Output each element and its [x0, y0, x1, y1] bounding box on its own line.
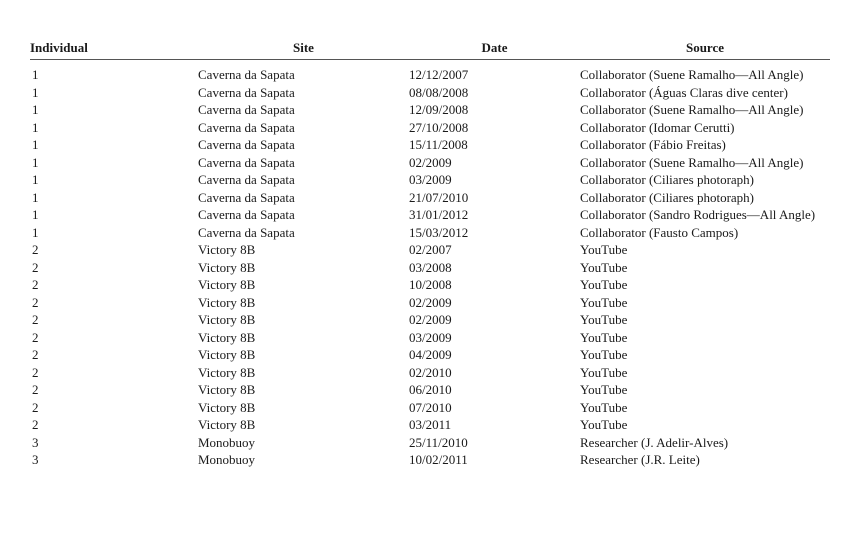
cell-individual: 2 [32, 312, 39, 327]
cell-source: YouTube [580, 329, 628, 345]
cell-individual: 1 [32, 224, 39, 240]
cell-date: 21/07/2010 [409, 189, 469, 205]
table-header [30, 36, 830, 60]
table-body [30, 60, 830, 469]
cell-date: 02/2009 [409, 312, 452, 327]
cell-source: Collaborator (Sandro Rodrigues—All Angle) [580, 207, 816, 222]
cell-date: 08/08/2008 [409, 84, 469, 100]
table-row [30, 329, 830, 347]
cell-individual: 1 [32, 207, 39, 222]
cell-date: 04/2009 [409, 347, 452, 362]
cell-date: 07/2010 [409, 399, 452, 415]
cell-date: 12/12/2007 [409, 67, 469, 82]
cell-source: Collaborator (Fábio Freitas) [580, 137, 726, 152]
cell-date: 15/11/2008 [409, 137, 468, 152]
table-row [30, 346, 830, 364]
cell-site: Victory 8B [198, 364, 256, 380]
cell-date: 02/2009 [409, 294, 452, 310]
header-source: Source [580, 36, 830, 60]
cell-individual: 2 [32, 277, 39, 292]
cell-source: YouTube [580, 277, 628, 292]
table-row [30, 119, 830, 137]
cell-individual: 2 [32, 329, 39, 345]
cell-site: Caverna da Sapata [198, 172, 295, 187]
cell-site: Caverna da Sapata [198, 154, 295, 170]
cell-date: 12/09/2008 [409, 102, 469, 117]
cell-source: Collaborator (Idomar Cerutti) [580, 119, 735, 135]
cell-date: 31/01/2012 [409, 207, 469, 222]
cell-date: 03/2009 [409, 172, 452, 187]
table-row [30, 311, 830, 329]
cell-individual: 2 [32, 399, 39, 415]
header-date: Date [409, 36, 580, 60]
cell-site: Caverna da Sapata [198, 189, 295, 205]
cell-source: YouTube [580, 259, 628, 275]
cell-site: Caverna da Sapata [198, 67, 295, 82]
cell-site: Caverna da Sapata [198, 224, 295, 240]
table-row [30, 171, 830, 189]
cell-source: Collaborator (Fausto Campos) [580, 224, 739, 240]
cell-individual: 1 [32, 84, 39, 100]
table-row [30, 381, 830, 399]
header-site: Site [198, 36, 409, 60]
cell-individual: 1 [32, 172, 39, 187]
cell-site: Caverna da Sapata [198, 84, 295, 100]
table-row [30, 154, 830, 172]
cell-individual: 3 [32, 452, 39, 467]
cell-individual: 2 [32, 364, 39, 380]
cell-individual: 2 [32, 259, 39, 275]
cell-individual: 2 [32, 417, 39, 432]
cell-source: Collaborator (Suene Ramalho—All Angle) [580, 154, 804, 170]
cell-site: Victory 8B [198, 417, 256, 432]
cell-site: Caverna da Sapata [198, 207, 295, 222]
cell-date: 02/2009 [409, 154, 452, 170]
cell-site: Caverna da Sapata [198, 137, 295, 152]
header-individual: Individual [30, 36, 198, 60]
table-row [30, 206, 830, 224]
table-row [30, 189, 830, 207]
cell-site: Victory 8B [198, 382, 256, 397]
cell-individual: 1 [32, 137, 39, 152]
cell-date: 03/2011 [409, 417, 452, 432]
cell-site: Victory 8B [198, 312, 256, 327]
cell-source: YouTube [580, 347, 628, 362]
table-row [30, 224, 830, 242]
cell-date: 10/02/2011 [409, 452, 468, 467]
cell-site: Monobuoy [198, 452, 256, 467]
cell-date: 25/11/2010 [409, 434, 468, 450]
cell-source: Collaborator (Suene Ramalho—All Angle) [580, 102, 804, 117]
table-row [30, 241, 830, 259]
cell-date: 03/2009 [409, 329, 452, 345]
cell-source: Collaborator (Ciliares photoraph) [580, 172, 755, 187]
cell-individual: 1 [32, 102, 39, 117]
cell-source: Collaborator (Suene Ramalho—All Angle) [580, 67, 804, 82]
cell-site: Caverna da Sapata [198, 119, 295, 135]
cell-site: Victory 8B [198, 347, 256, 362]
sightings-table-container [30, 36, 830, 469]
cell-date: 06/2010 [409, 382, 452, 397]
table-row [30, 399, 830, 417]
cell-individual: 3 [32, 434, 39, 450]
cell-site: Victory 8B [198, 242, 256, 257]
cell-site: Caverna da Sapata [198, 102, 295, 117]
cell-date: 10/2008 [409, 277, 452, 292]
cell-site: Victory 8B [198, 399, 256, 415]
cell-source: YouTube [580, 294, 628, 310]
header-row [30, 36, 830, 60]
cell-source: YouTube [580, 364, 628, 380]
cell-source: Collaborator (Ciliares photoraph) [580, 189, 755, 205]
cell-date: 02/2007 [409, 242, 452, 257]
cell-source: YouTube [580, 399, 628, 415]
cell-source: Researcher (J.R. Leite) [580, 452, 700, 467]
table-row [30, 101, 830, 119]
table-row [30, 434, 830, 452]
cell-individual: 1 [32, 119, 39, 135]
cell-individual: 2 [32, 382, 39, 397]
cell-source: YouTube [580, 242, 628, 257]
cell-source: YouTube [580, 312, 628, 327]
table-row [30, 276, 830, 294]
cell-site: Victory 8B [198, 329, 256, 345]
cell-source: Collaborator (Águas Claras dive center) [580, 84, 788, 100]
cell-site: Monobuoy [198, 434, 256, 450]
cell-individual: 2 [32, 347, 39, 362]
cell-individual: 1 [32, 154, 39, 170]
table-row [30, 136, 830, 154]
table-row [30, 60, 830, 84]
cell-individual: 2 [32, 294, 39, 310]
cell-site: Victory 8B [198, 294, 256, 310]
sightings-table [30, 36, 830, 469]
cell-individual: 1 [32, 67, 39, 82]
cell-site: Victory 8B [198, 277, 256, 292]
cell-source: Researcher (J. Adelir-Alves) [580, 434, 729, 450]
cell-date: 15/03/2012 [409, 224, 469, 240]
table-row [30, 294, 830, 312]
cell-site: Victory 8B [198, 259, 256, 275]
cell-date: 27/10/2008 [409, 119, 469, 135]
table-row [30, 259, 830, 277]
cell-source: YouTube [580, 382, 628, 397]
table-row [30, 364, 830, 382]
cell-individual: 1 [32, 189, 39, 205]
table-row [30, 84, 830, 102]
table-row [30, 451, 830, 469]
cell-individual: 2 [32, 242, 39, 257]
cell-source: YouTube [580, 417, 628, 432]
cell-date: 02/2010 [409, 364, 452, 380]
table-row [30, 416, 830, 434]
cell-date: 03/2008 [409, 259, 452, 275]
